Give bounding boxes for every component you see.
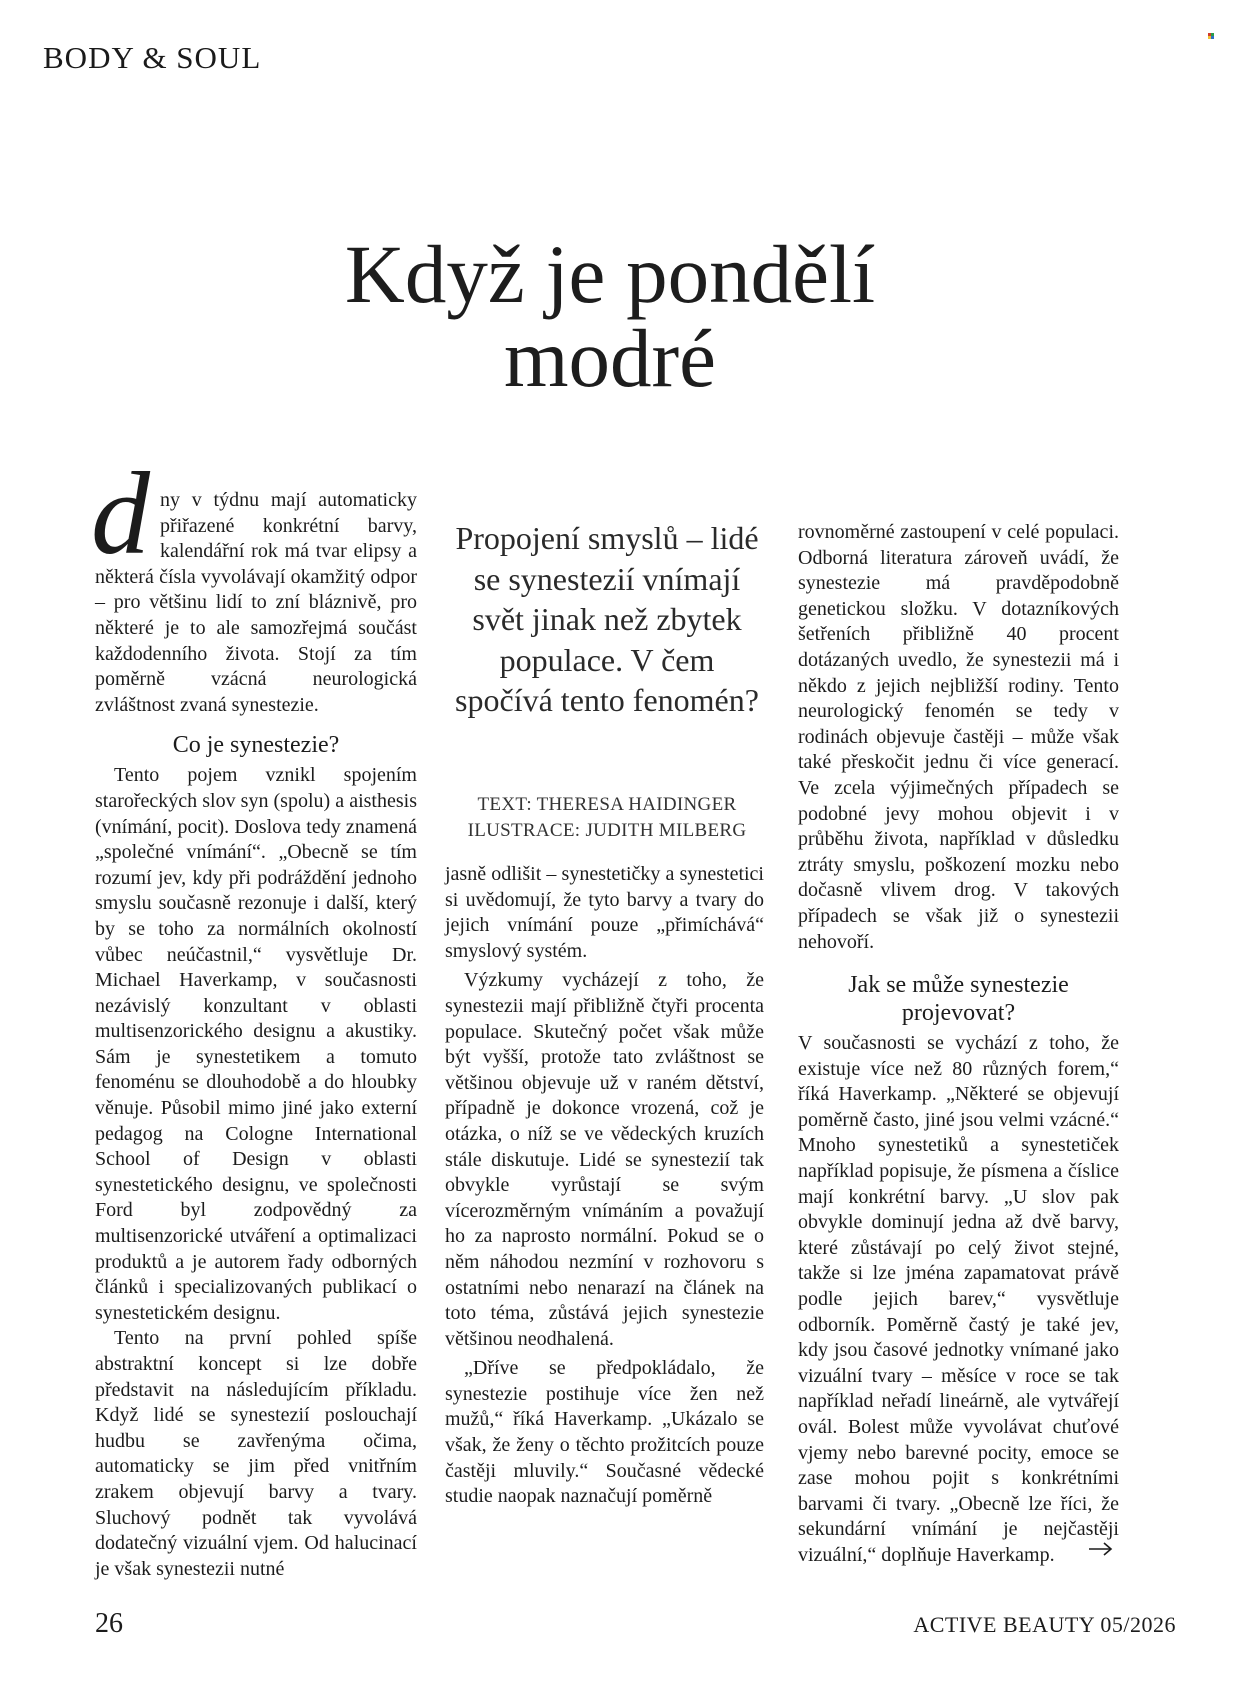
body-paragraph: V současnosti se vychází z toho, že existuje více než 80 různých forem,“ říká Haverkamp. „Některé se objevují poměrně často, jiné jsou velmi vzácné.“ Mnoho synestetiků a synestetiček například popisuje, že písmena a číslice mají konkrétní barvy. „U slov pak obvykle dominují jedna až dvě barvy, které zůstávají po celý život stejné, takže si lze jména zapamatovat právě podle jejich barev,“ vysvětluje odborník. Poměrně častý je také jev, kdy jsou časové jednotky vnímané jako vizuální tvary – měsíce v roce se tak například neřadí lineárně, ale vytvářejí ovál. Bolest může vyvolávat chuťové vjemy nebo barevné pocity, emoce se zase mohou pojit s konkrétními barvami či tvary. „Obecně lze říci, že sekundární vnímání je nejčastěji vizuální,“ doplňuje Haverkamp. bbox=[798, 1032, 1119, 1566]
lead-paragraph: ny v týdnu mají automaticky přiřazené konkrétní barvy, kalendářní rok má tvar elipsy a některá čísla vyvolávají okamžitý odpor – pro většinu lidí to zní bláznivě, pro některé je to ale samozřejmá součást každodenního života. Stojí za tím poměrně vzácná neurologická zvláštnost zvaná synestezie. bbox=[95, 489, 417, 716]
body-paragraph: rovnoměrné zastoupení v celé populaci. Odborná literatura zároveň uvádí, že synestezie má pravděpodobně genetickou složku. V dotazníkových šetřeních přibližně 40 procent dotázaných uvedlo, že synestezii má i někdo z jejich nejbližší rodiny. Tento neurologický fenomén se tedy v rodinách objevuje častěji – může však také přeskočit jednu či více generací. Ve zcela výjimečných případech se podobné jevy mohou objevit i v průběhu života, například v důsledku ztráty smyslu, poškození mozku nebo dočasně vlivem drog. V takových případech se však již o synestezii nehovoří. bbox=[798, 521, 1119, 953]
body-paragraph: „Dříve se předpokládalo, že synestezie postihuje více žen než mužů,“ říká Haverkamp. „Ukázalo se však, že ženy o těchto prožitcích pouze častěji mluvily.“ Současné vědecké studie naopak naznačují poměrně bbox=[445, 1357, 764, 1508]
page-number: 26 bbox=[95, 1608, 123, 1639]
section-heading: Co je synestezie? bbox=[172, 732, 340, 759]
article-column-3 bbox=[798, 520, 1119, 1569]
section-label: BODY & SOUL bbox=[43, 40, 262, 75]
article-column-2 bbox=[445, 862, 764, 1510]
color-mark-icon bbox=[1208, 33, 1215, 40]
text-credit: TEXT: THERESA HAIDINGER bbox=[477, 794, 737, 815]
body-paragraph: Tento na první pohled spíše abstraktní koncept si lze dobře představit na následujícím příkladu. Když lidé se synestezií poslouchají hudbu se zavřenýma očima, automaticky se jim před vnitřním zrakem objevují barvy a tvary. Sluchový podnět tak vyvolává dodatečný vizuální vjem. Od halucinací je však synestezii nutné bbox=[95, 1327, 417, 1580]
section-heading: Jak se může synestezie projevovat? bbox=[848, 972, 1069, 1027]
article-credits bbox=[452, 792, 762, 844]
body-paragraph: jasně odlišit – synestetičky a synestetici si uvědomují, že tyto barvy a tvary do jejich vnímání pouze „přimíchává“ smyslový systém. bbox=[445, 863, 764, 962]
drop-cap: d bbox=[91, 448, 150, 579]
publication-info: ACTIVE BEAUTY 05/2026 bbox=[913, 1612, 1176, 1637]
body-paragraph: Výzkumy vycházejí z toho, že synestezii mají přibližně čtyři procenta populace. Skutečný počet však může být vyšší, protože tato zvláštnost se většinou objevuje už v raném dětství, případně je dokonce vrozená, což je otázka, o níž se ve vědeckých kruzích stále diskutuje. Lidé se synestezií tak obvykle vyrůstají se svým vícerozměrným vnímáním a považují ho za naprosto normální. Pokud se o něm náhodou nezmíní v rozhovoru s ostatními nebo nenarazí na článek na toto téma, zůstává jejich synestezie většinou neodhalená. bbox=[445, 969, 764, 1350]
article-deck: Propojení smyslů – lidé se synestezií vnímají svět jinak než zbytek populace. V čem spočívá tento fenomén? bbox=[455, 520, 759, 718]
arrow-right-icon bbox=[1088, 1541, 1114, 1557]
article-headline: Když je pondělí modré bbox=[344, 228, 876, 404]
body-paragraph: Tento pojem vznikl spojením starořeckých slov syn (spolu) a aisthesis (vnímání, pocit). Doslova tedy znamená „společné vnímání“. „Obecně se tím rozumí jev, kdy při podráždění jednoho smyslu současně rezonuje i další, který by se toho za normálních okolností vůbec neúčastnil,“ vysvětluje Dr. Michael Haverkamp, v současnosti nezávislý konzultant v oblasti multisenzorického designu a akustiky. Sám je synestetikem a tomuto fenoménu se dlouhodobě a do hloubky věnuje. Působil mimo jiné jako externí pedagog na Cologne International School of Design v oblasti synestetického designu, ve společnosti Ford byl zodpovědný za multisenzorické utváření a optimalizaci produktů a je autorem řady odborných článků i specializovaných publikací o synestetickém designu. bbox=[95, 764, 417, 1324]
article-column-1 bbox=[91, 448, 417, 1582]
illustration-credit: ILUSTRACE: JUDITH MILBERG bbox=[467, 820, 747, 841]
